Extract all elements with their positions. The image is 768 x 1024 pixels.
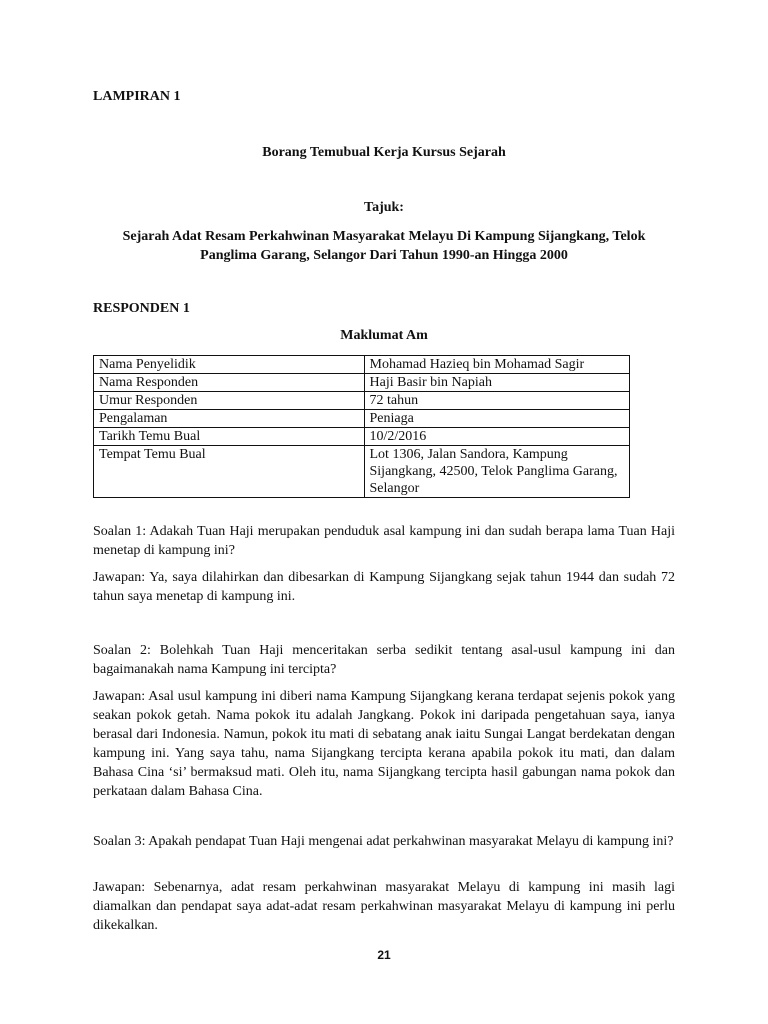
question-3: Soalan 3: Apakah pendapat Tuan Haji mengenai adat perkahwinan masyarakat Melayu di kampung ini? — [93, 834, 674, 849]
table-cell-value: Haji Basir bin Napiah — [364, 374, 630, 392]
topic-label: Tajuk: — [364, 200, 404, 215]
question-2: Soalan 2: Bolehkah Tuan Haji menceritakan serba sedikit tentang asal-usul kampung ini dan bagaimanakah nama Kampung ini tercipta? — [93, 643, 675, 677]
table-row — [94, 446, 630, 498]
page-number: 21 — [377, 948, 391, 962]
answer-2: Jawapan: Asal usul kampung ini diberi nama Kampung Sijangkang kerana terdapat sejenis pokok yang seakan pokok getah. Nama pokok itu adalah Jangkang. Pokok ini daripada pengetahuan saya, ianya berasal dari Indonesia. Namun, pokok itu mati di sebatang anak iaitu Sungai Langat berdekatan dengan kampung ini. Yang saya tahu, nama Sijangkang tercipta kerana apabila pokok itu mati, dan dalam Bahasa Cina ‘si’ bermaksud mati. Oleh itu, nama Sijangkang tercipta hasil gabungan nama pokok dan perkataan dalam Bahasa Cina. — [93, 689, 675, 799]
table-row — [94, 428, 630, 446]
topic-title: Sejarah Adat Resam Perkahwinan Masyarakat Melayu Di Kampung Sijangkang, Telok Panglima Garang, Selangor Dari Tahun 1990-an Hingga 2000 — [122, 229, 646, 263]
respondent-heading: RESPONDEN 1 — [93, 301, 190, 316]
table-cell-label: Tempat Temu Bual — [94, 446, 365, 498]
table-cell-value: Mohamad Hazieq bin Mohamad Sagir — [364, 356, 630, 374]
table-row — [94, 356, 630, 374]
table-cell-value: Lot 1306, Jalan Sandora, Kampung Sijangkang, 42500, Telok Panglima Garang, Selangor — [364, 446, 630, 498]
appendix-heading: LAMPIRAN 1 — [93, 89, 181, 104]
general-info-heading: Maklumat Am — [340, 328, 428, 343]
table-cell-value: 10/2/2016 — [364, 428, 630, 446]
answer-1: Jawapan: Ya, saya dilahirkan dan dibesarkan di Kampung Sijangkang sejak tahun 1944 dan sudah 72 tahun saya menetap di kampung ini. — [93, 570, 675, 604]
table-row — [94, 410, 630, 428]
table-cell-label: Nama Penyelidik — [94, 356, 365, 374]
question-1: Soalan 1: Adakah Tuan Haji merupakan penduduk asal kampung ini dan sudah berapa lama Tuan Haji menetap di kampung ini? — [93, 524, 675, 558]
table-cell-value: Peniaga — [364, 410, 630, 428]
table-cell-value: 72 tahun — [364, 392, 630, 410]
table-row — [94, 392, 630, 410]
table-cell-label: Umur Responden — [94, 392, 365, 410]
general-info-table — [93, 355, 630, 498]
form-title: Borang Temubual Kerja Kursus Sejarah — [262, 145, 506, 160]
table-row — [94, 374, 630, 392]
table-cell-label: Pengalaman — [94, 410, 365, 428]
table-cell-label: Tarikh Temu Bual — [94, 428, 365, 446]
answer-3: Jawapan: Sebenarnya, adat resam perkahwinan masyarakat Melayu di kampung ini masih lagi diamalkan dan pendapat saya adat-adat resam perkahwinan masyarakat Melayu di kampung ini perlu dikekalkan. — [93, 880, 675, 933]
table-cell-label: Nama Responden — [94, 374, 365, 392]
